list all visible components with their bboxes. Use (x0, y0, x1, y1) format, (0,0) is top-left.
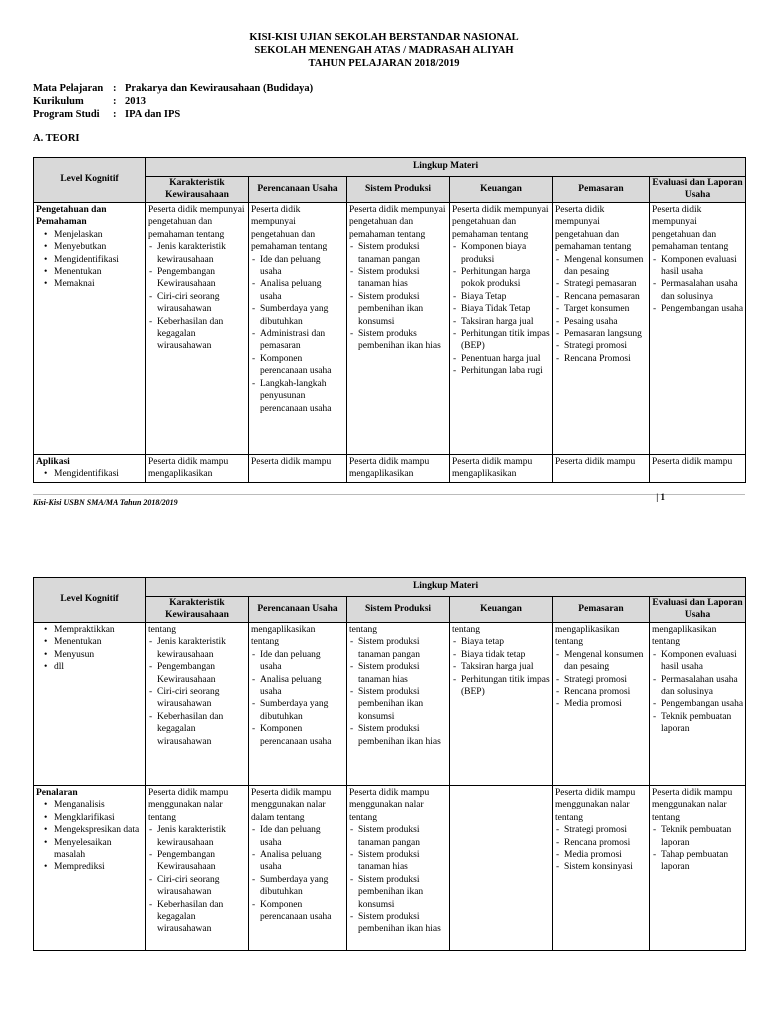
materi-item: - Rencana promosi (555, 837, 647, 849)
materi-item: - Sistem produksi pembenihan ikan konsumsi (349, 686, 447, 723)
materi-cell (650, 203, 746, 455)
meta-colon: : (113, 96, 117, 107)
materi-item: - Strategi promosi (555, 674, 647, 686)
materi-item: - Ciri-ciri seorang wirausahawan (148, 874, 246, 899)
level-item: • Mengidentifikasi (46, 468, 143, 480)
column-header: Perencanaan Usaha (249, 597, 347, 623)
materi-item: - Sistem produksi pembenihan ikan konsumsi (349, 874, 447, 911)
materi-item: - Strategi promosi (555, 824, 647, 836)
materi-cell (450, 455, 553, 483)
materi-item: - Perhitungan harga pokok produksi (452, 266, 550, 291)
header-line-1: KISI-KISI UJIAN SEKOLAH BERSTANDAR NASIONAL (249, 32, 519, 43)
cell-intro: Peserta didik mempunyai pengetahuan dan pemahaman tentang (251, 205, 328, 253)
table-row (34, 455, 746, 483)
materi-item: - Komponen perencanaan usaha (251, 353, 344, 378)
materi-cell (146, 623, 249, 786)
cell-intro: Peserta didik mempunyai pengetahuan dan pemahaman tentang (349, 205, 446, 240)
materi-item: - Pesaing usaha (555, 316, 647, 328)
materi-item: - Analisa peluang usaha (251, 849, 344, 874)
level-item: • Menyebutkan (46, 241, 143, 253)
materi-item: - Ide dan peluang usaha (251, 824, 344, 849)
level-title: Penalaran (36, 788, 78, 798)
materi-item: - Tahap pembuatan laporan (652, 849, 743, 874)
meta-row-program (33, 108, 313, 121)
table-row (34, 786, 746, 951)
materi-cell (146, 203, 249, 455)
document-meta (33, 82, 313, 121)
cell-intro: tentang (349, 625, 377, 635)
materi-cell (347, 623, 450, 786)
materi-item: - Pengembangan usaha (652, 698, 743, 710)
level-title: Pengetahuan dan Pemahaman (36, 205, 107, 228)
materi-cell (347, 455, 450, 483)
section-title: A. TEORI (33, 133, 80, 144)
materi-cell (450, 623, 553, 786)
materi-item: - Biaya Tetap (452, 291, 550, 303)
materi-item: - Komponen evaluasi hasil usaha (652, 649, 743, 674)
header-line-3: TAHUN PELAJARAN 2018/2019 (308, 58, 460, 69)
document-page-2 (0, 575, 768, 1024)
cell-intro: mengaplikasikan tentang (251, 625, 316, 648)
materi-list (349, 636, 447, 748)
column-header: Sistem Produksi (347, 597, 450, 623)
materi-list (148, 824, 246, 936)
level-item: • Memprediksi (46, 861, 143, 873)
cell-intro: Peserta didik mempunyai pengetahuan dan pemahaman tentang (652, 205, 729, 253)
cell-intro: tentang (148, 625, 176, 635)
level-kognitif-cell (34, 455, 146, 483)
level-kognitif-cell (34, 623, 146, 786)
column-header: Evaluasi dan Laporan Usaha (650, 597, 746, 623)
cell-intro: Peserta didik mampu menggunakan nalar tentang (652, 788, 733, 823)
blueprint-table-page-2 (33, 577, 746, 951)
materi-item: - Sistem produksi tanaman pangan (349, 241, 447, 266)
materi-cell (249, 203, 347, 455)
column-header: Evaluasi dan Laporan Usaha (650, 177, 746, 203)
materi-cell (650, 786, 746, 951)
cell-intro: Peserta didik mampu menggunakan nalar tentang (349, 788, 430, 823)
materi-item: - Rencana promosi (555, 686, 647, 698)
materi-item: - Mengenal konsumen dan pesaing (555, 254, 647, 279)
page-gap (0, 520, 768, 575)
materi-item: - Sistem produksi pembenihan ikan hias (349, 911, 447, 936)
materi-list (555, 649, 647, 711)
materi-item: - Perhitungan titik impas (BEP) (452, 328, 550, 353)
meta-row-subject (33, 82, 313, 95)
materi-list (251, 824, 344, 923)
materi-item: - Pengembangan usaha (652, 303, 743, 315)
table-row (34, 203, 746, 455)
level-kognitif-cell (34, 203, 146, 455)
materi-item: - Permasalahan usaha dan solusinya (652, 278, 743, 303)
materi-item: - Mengenal konsumen dan pesaing (555, 649, 647, 674)
materi-item: - Ide dan peluang usaha (251, 254, 344, 279)
materi-list (652, 649, 743, 736)
column-header: Keuangan (450, 597, 553, 623)
materi-item: - Pengembangan Kewirausahaan (148, 266, 246, 291)
materi-list (251, 254, 344, 415)
materi-item: - Sistem produksi tanaman hias (349, 266, 447, 291)
materi-item: - Analisa peluang usaha (251, 278, 344, 303)
level-list (36, 624, 143, 674)
materi-item: - Sistem produksi pembenihan ikan konsumsi (349, 291, 447, 328)
footer-text: Kisi-Kisi USBN SMA/MA Tahun 2018/2019 (33, 498, 178, 507)
cell-intro: Peserta didik mampu mengaplikasikan (349, 457, 430, 480)
materi-list (251, 649, 344, 748)
meta-row-curriculum (33, 95, 313, 108)
materi-item: - Strategi promosi (555, 340, 647, 352)
column-header: Keuangan (450, 177, 553, 203)
materi-item: - Media promosi (555, 849, 647, 861)
meta-value: Prakarya dan Kewirausahaan (Budidaya) (125, 83, 314, 94)
materi-item: - Perhitungan titik impas (BEP) (452, 674, 550, 699)
level-item: • Menyelesaikan masalah (46, 837, 143, 862)
materi-cell (146, 455, 249, 483)
level-list (36, 799, 143, 873)
materi-item: - Administrasi dan pemasaran (251, 328, 344, 353)
column-header: Pemasaran (553, 597, 650, 623)
cell-intro: Peserta didik mampu menggunakan nalar tentang (148, 788, 229, 823)
materi-cell (347, 203, 450, 455)
column-header: Pemasaran (553, 177, 650, 203)
materi-item: - Ide dan peluang usaha (251, 649, 344, 674)
cell-intro: Peserta didik mampu (251, 457, 332, 467)
meta-value: 2013 (125, 96, 146, 107)
table-row (34, 623, 746, 786)
cell-intro: tentang (452, 625, 480, 635)
materi-list (148, 241, 246, 353)
meta-colon: : (113, 83, 117, 94)
materi-cell (249, 786, 347, 951)
materi-item: - Ciri-ciri seorang wirausahawan (148, 291, 246, 316)
materi-cell (347, 786, 450, 951)
cell-intro: Peserta didik mampu mengaplikasikan (148, 457, 229, 480)
cell-intro: mengaplikasikan tentang (652, 625, 717, 648)
materi-item: - Rencana pemasaran (555, 291, 647, 303)
materi-item: - Langkah-langkah penyusunan perencanaan usaha (251, 378, 344, 415)
level-list (36, 468, 143, 480)
level-item: • Menentukan (46, 266, 143, 278)
meta-key: Program Studi (33, 109, 100, 120)
materi-cell (553, 455, 650, 483)
materi-item: - Sistem produksi tanaman pangan (349, 824, 447, 849)
materi-list (452, 636, 550, 698)
column-header: Karakteristik Kewirausahaan (146, 177, 249, 203)
cell-intro: Peserta didik mampu (652, 457, 733, 467)
materi-item: - Keberhasilan dan kegagalan wirausahawan (148, 899, 246, 936)
materi-item: - Rencana Promosi (555, 353, 647, 365)
materi-item: - Penentuan harga jual (452, 353, 550, 365)
materi-item: - Sistem produksi pembenihan ikan hias (349, 723, 447, 748)
materi-item: - Sumberdaya yang dibutuhkan (251, 698, 344, 723)
level-item: • dll (46, 661, 143, 673)
materi-item: - Komponen perencanaan usaha (251, 899, 344, 924)
materi-item: - Jenis karakteristik kewirausahaan (148, 241, 246, 266)
column-header: Sistem Produksi (347, 177, 450, 203)
materi-item: - Media promosi (555, 698, 647, 710)
cell-intro: Peserta didik mampu mengaplikasikan (452, 457, 533, 480)
materi-cell (650, 455, 746, 483)
column-header: Perencanaan Usaha (249, 177, 347, 203)
materi-item: - Jenis karakteristik kewirausahaan (148, 824, 246, 849)
level-item: • Mengklarifikasi (46, 812, 143, 824)
materi-cell (450, 203, 553, 455)
level-item: • Mempraktikkan (46, 624, 143, 636)
level-item: • Menjelaskan (46, 229, 143, 241)
page-number: | 1 (656, 492, 665, 502)
materi-item: - Ciri-ciri seorang wirausahawan (148, 686, 246, 711)
materi-item: - Strategi pemasaran (555, 278, 647, 290)
materi-list (349, 241, 447, 353)
materi-list (148, 636, 246, 748)
materi-list (555, 254, 647, 366)
blueprint-table-page-1 (33, 157, 746, 483)
lingkup-materi-header: Lingkup Materi (146, 158, 746, 177)
level-kognitif-cell (34, 786, 146, 951)
page-footer (33, 494, 745, 507)
materi-item: - Sistem produksi tanaman pangan (349, 636, 447, 661)
cell-intro: Peserta didik mempunyai pengetahuan dan pemahaman tentang (555, 205, 632, 253)
materi-item: - Permasalahan usaha dan solusinya (652, 674, 743, 699)
materi-item: - Keberhasilan dan kegagalan wirausahawan (148, 711, 246, 748)
level-item: • Mengidentifikasi (46, 254, 143, 266)
meta-key: Kurikulum (33, 96, 84, 107)
materi-cell (249, 455, 347, 483)
level-item: • Mengekspresikan data (46, 824, 143, 836)
materi-item: - Komponen evaluasi hasil usaha (652, 254, 743, 279)
column-header: Karakteristik Kewirausahaan (146, 597, 249, 623)
materi-item: - Komponen biaya produksi (452, 241, 550, 266)
materi-cell (553, 786, 650, 951)
level-list (36, 229, 143, 291)
meta-colon: : (113, 109, 117, 120)
lingkup-materi-header: Lingkup Materi (146, 578, 746, 597)
materi-list (652, 824, 743, 874)
materi-item: - Teknik pembuatan laporan (652, 824, 743, 849)
materi-list (452, 241, 550, 377)
cell-intro: Peserta didik mampu menggunakan nalar tentang (555, 788, 636, 823)
materi-cell (249, 623, 347, 786)
materi-cell (146, 786, 249, 951)
materi-item: - Komponen perencanaan usaha (251, 723, 344, 748)
cell-intro: mengaplikasikan tentang (555, 625, 620, 648)
header-line-2: SEKOLAH MENENGAH ATAS / MADRASAH ALIYAH (254, 45, 514, 56)
materi-item: - Pengembangan Kewirausahaan (148, 849, 246, 874)
materi-item: - Sistem konsinyasi (555, 861, 647, 873)
cell-intro: Peserta didik mempunyai pengetahuan dan pemahaman tentang (452, 205, 549, 240)
materi-item: - Pemasaran langsung (555, 328, 647, 340)
meta-key: Mata Pelajaran (33, 83, 104, 94)
materi-item: - Biaya tidak tetap (452, 649, 550, 661)
materi-item: - Jenis karakteristik kewirausahaan (148, 636, 246, 661)
level-kognitif-header: Level Kognitif (34, 578, 146, 623)
level-item: • Memaknai (46, 278, 143, 290)
materi-cell (553, 623, 650, 786)
cell-intro: Peserta didik mampu menggunakan nalar dalam tentang (251, 788, 332, 823)
materi-cell (650, 623, 746, 786)
materi-item: - Perhitungan laba rugi (452, 365, 550, 377)
meta-value: IPA dan IPS (125, 109, 181, 120)
materi-cell (450, 786, 553, 951)
materi-list (555, 824, 647, 874)
materi-list (349, 824, 447, 936)
cell-intro: Peserta didik mampu (555, 457, 636, 467)
level-item: • Menyusun (46, 649, 143, 661)
materi-item: - Taksiran harga jual (452, 316, 550, 328)
materi-item: - Analisa peluang usaha (251, 674, 344, 699)
materi-list (652, 254, 743, 316)
level-item: • Menganalisis (46, 799, 143, 811)
materi-cell (553, 203, 650, 455)
materi-item: - Sistem produks pembenihan ikan hias (349, 328, 447, 353)
materi-item: - Biaya tetap (452, 636, 550, 648)
materi-item: - Pengembangan Kewirausahaan (148, 661, 246, 686)
level-kognitif-header: Level Kognitif (34, 158, 146, 203)
materi-item: - Biaya Tidak Tetap (452, 303, 550, 315)
level-item: • Menentukan (46, 636, 143, 648)
level-title: Aplikasi (36, 457, 70, 467)
materi-item: - Taksiran harga jual (452, 661, 550, 673)
materi-item: - Sistem produksi tanaman hias (349, 849, 447, 874)
materi-item: - Sistem produksi tanaman hias (349, 661, 447, 686)
cell-intro: Peserta didik mempunyai pengetahuan dan pemahaman tentang (148, 205, 245, 240)
materi-item: - Target konsumen (555, 303, 647, 315)
materi-item: - Keberhasilan dan kegagalan wirausahawan (148, 316, 246, 353)
materi-item: - Sumberdaya yang dibutuhkan (251, 303, 344, 328)
materi-item: - Sumberdaya yang dibutuhkan (251, 874, 344, 899)
materi-item: - Teknik pembuatan laporan (652, 711, 743, 736)
